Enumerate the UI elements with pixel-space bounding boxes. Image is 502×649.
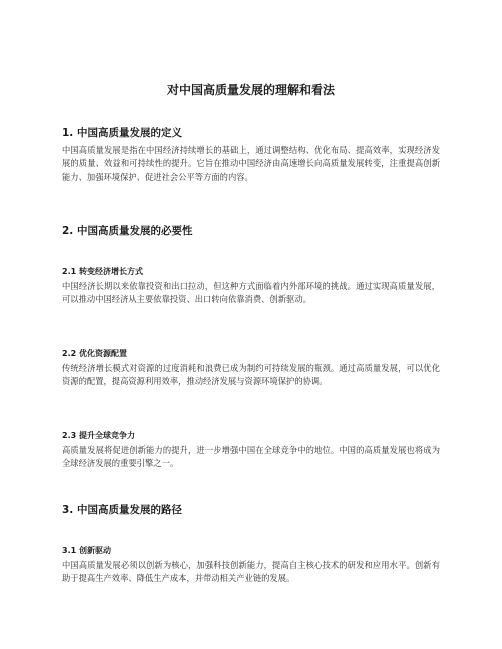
subsection-2-3-paragraph: 高质量发展将促进创新能力的提升，进一步增强中国在全球竞争中的地位。中国的高质量发展也将成为全球经济发展的重要引擎之一。 xyxy=(62,445,440,469)
section-heading-1: 1. 中国高质量发展的定义 xyxy=(62,127,182,139)
subsection-heading-2-3: 2.3 提升全球竞争力 xyxy=(62,431,135,440)
subsection-2-1-paragraph: 中国经济长期以来依靠投资和出口拉动，但这种方式面临着内外部环境的挑战。通过实现高质量发展，可以推动中国经济从主要依靠投资、出口转向依靠消费、创新驱动。 xyxy=(62,281,440,305)
subsection-2-2-paragraph: 传统经济增长模式对资源的过度消耗和浪费已成为制约可持续发展的瓶颈。通过高质量发展，可以优化资源的配置，提高资源利用效率，推动经济发展与资源环境保护的协调。 xyxy=(62,363,440,387)
section-heading-3: 3. 中国高质量发展的路径 xyxy=(62,504,182,516)
subsection-3-1-paragraph: 中国高质量发展必须以创新为核心，加强科技创新能力，提高自主核心技术的研发和应用水平。创新有助于提高生产效率、降低生产成本，并带动相关产业链的发展。 xyxy=(62,560,440,584)
subsection-heading-2-1: 2.1 转变经济增长方式 xyxy=(62,267,143,276)
subsection-heading-2-2: 2.2 优化资源配置 xyxy=(62,349,127,358)
section-1-paragraph: 中国高质量发展是指在中国经济持续增长的基础上，通过调整结构、优化布局、提高效率，实现经济发展的质量、效益和可持续性的提升。它旨在推动中国经济由高速增长向高质量发展转变，注重提高创新能力、加强环境保护、促进社会公平等方面的内容。 xyxy=(62,145,440,182)
document-title: 对中国高质量发展的理解和看法 xyxy=(166,83,335,97)
section-heading-2: 2. 中国高质量发展的必要性 xyxy=(62,225,193,237)
subsection-heading-3-1: 3.1 创新驱动 xyxy=(62,546,111,555)
